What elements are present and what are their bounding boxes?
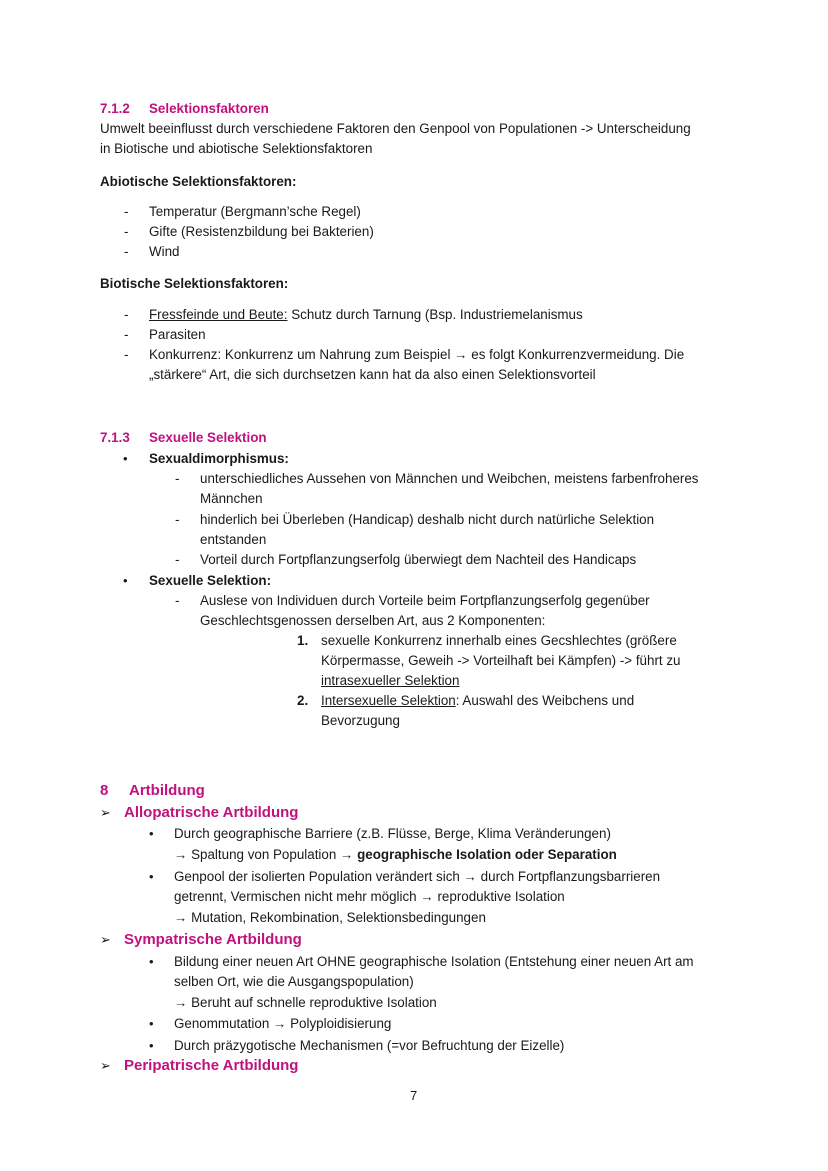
biotic-heading: Biotische Selektionsfaktoren: xyxy=(100,276,289,291)
sym-item-2: Genommutation → Polyploidisierung xyxy=(174,1016,392,1031)
sym-item-3: Durch präzygotische Mechanismen (=vor Befruchtung der Eizelle) xyxy=(174,1038,565,1053)
underlined-term: Fressfeinde und Beute: xyxy=(149,307,288,322)
chapter-title-artbildung: Artbildung xyxy=(129,782,205,799)
sym-item-1-line-2: selben Ort, wie die Ausgangspopulation) xyxy=(174,974,414,989)
intro-line-1: Umwelt beeinflusst durch verschiedene Faktoren den Genpool von Populationen -> Unterscheidung xyxy=(100,121,691,136)
intro-line-2: in Biotische und abiotische Selektionsfaktoren xyxy=(100,141,373,156)
dash: - xyxy=(124,307,129,322)
allo-item-1-emphasis: geographische Isolation oder Separation xyxy=(357,847,617,862)
dash: - xyxy=(175,512,180,527)
sym-item-1-line-1: Bildung einer neuen Art OHNE geographische Isolation (Entstehung einer neuen Art am xyxy=(174,954,694,969)
dimorph-item-1-line-2: Männchen xyxy=(200,491,263,506)
allo-item-1-line-2-text: → Spaltung von Population → xyxy=(174,847,358,862)
biotic-item-3-line-1: Konkurrenz: Konkurrenz um Nahrung zum Beispiel → es folgt Konkurrenzvermeidung. Die xyxy=(149,347,685,362)
dash: - xyxy=(124,327,129,342)
numbered-item-2-line-2: Bevorzugung xyxy=(321,713,400,728)
biotic-item-2: Parasiten xyxy=(149,327,206,342)
abiotic-item: Gifte (Resistenzbildung bei Bakterien) xyxy=(149,224,374,239)
allo-item-1-line-1: Durch geographische Barriere (z.B. Flüsse, Berge, Klima Veränderungen) xyxy=(174,826,611,841)
biotic-item-1-text: Schutz durch Tarnung (Bsp. Industriemelanismus xyxy=(287,307,583,322)
biotic-item-3-line-2: „stärkere“ Art, die sich durchsetzen kann hat da also einen Selektionsvorteil xyxy=(149,367,596,382)
bullet: • xyxy=(149,954,154,969)
page-number: 7 xyxy=(410,1088,418,1103)
bullet: • xyxy=(149,1016,154,1031)
dash: - xyxy=(124,204,129,219)
bullet: • xyxy=(123,451,128,466)
dash: - xyxy=(124,347,129,362)
numbered-item-2-text: : Auswahl des Weibchens und xyxy=(455,693,635,708)
selektion-item-line-2: Geschlechtsgenossen derselben Art, aus 2 Komponenten: xyxy=(200,613,546,628)
abiotic-item: Temperatur (Bergmann’sche Regel) xyxy=(149,204,361,219)
dash: - xyxy=(175,552,180,567)
arrowhead-bullet-icon: ➢ xyxy=(100,932,111,947)
arrowhead-bullet-icon: ➢ xyxy=(100,1058,111,1073)
section-number-713: 7.1.3 xyxy=(100,430,130,445)
dash: - xyxy=(175,593,180,608)
numbered-item-1-line-2: Körpermasse, Geweih -> Vorteilhaft bei Kämpfen) -> führt zu xyxy=(321,653,681,668)
dimorph-item-2-line-2: entstanden xyxy=(200,532,267,547)
allo-item-2-line-1: Genpool der isolierten Population verändert sich → durch Fortpflanzungsbarrieren xyxy=(174,869,661,884)
section-number-712: 7.1.2 xyxy=(100,101,130,116)
numbered-item-1-line-1: sexuelle Konkurrenz innerhalb eines Gecshlechtes (größere xyxy=(321,633,677,648)
numbered-item-2-number: 2. xyxy=(297,693,309,708)
numbered-item-1-line-3: intrasexueller Selektion xyxy=(321,673,460,688)
sexualdimorphismus-heading: Sexualdimorphismus: xyxy=(149,451,289,466)
sym-item-1-line-3: → Beruht auf schnelle reproduktive Isolation xyxy=(174,995,437,1010)
allo-item-1-line-2 xyxy=(174,845,617,865)
numbered-item-1-number: 1. xyxy=(297,633,309,648)
dimorph-item-1-line-1: unterschiedliches Aussehen von Männchen und Weibchen, meistens farbenfroheres xyxy=(200,471,699,486)
abiotic-item: Wind xyxy=(149,244,180,259)
section-title-712: Selektionsfaktoren xyxy=(149,101,269,116)
dash: - xyxy=(124,224,129,239)
allo-item-2-line-3: → Mutation, Rekombination, Selektionsbedingungen xyxy=(174,910,486,925)
dimorph-item-3: Vorteil durch Fortpflanzungserfolg überwiegt dem Nachteil des Handicaps xyxy=(200,552,637,567)
bullet: • xyxy=(149,1038,154,1053)
chapter-number-8: 8 xyxy=(100,782,109,799)
biotic-item-1 xyxy=(149,305,583,325)
bullet: • xyxy=(123,573,128,588)
dimorph-item-2-line-1: hinderlich bei Überleben (Handicap) deshalb nicht durch natürliche Selektion xyxy=(200,512,655,527)
arrowhead-bullet-icon: ➢ xyxy=(100,805,111,820)
underlined-term: Intersexuelle Selektion xyxy=(321,693,456,708)
abiotic-heading: Abiotische Selektionsfaktoren: xyxy=(100,174,297,189)
sexuelle-selektion-heading: Sexuelle Selektion: xyxy=(149,573,272,588)
allo-item-2-line-2: getrennt, Vermischen nicht mehr möglich → reproduktive Isolation xyxy=(174,889,565,904)
numbered-item-2-line-1 xyxy=(321,691,634,711)
bullet: • xyxy=(149,826,154,841)
dash: - xyxy=(175,471,180,486)
bullet: • xyxy=(149,869,154,884)
dash: - xyxy=(124,244,129,259)
section-title-713: Sexuelle Selektion xyxy=(149,430,267,445)
selektion-item-line-1: Auslese von Individuen durch Vorteile beim Fortpflanzungserfolg gegenüber xyxy=(200,593,650,608)
sympatrische-title: Sympatrische Artbildung xyxy=(124,931,302,948)
allopatrische-title: Allopatrische Artbildung xyxy=(124,804,299,821)
peripatrische-title: Peripatrische Artbildung xyxy=(124,1057,299,1074)
